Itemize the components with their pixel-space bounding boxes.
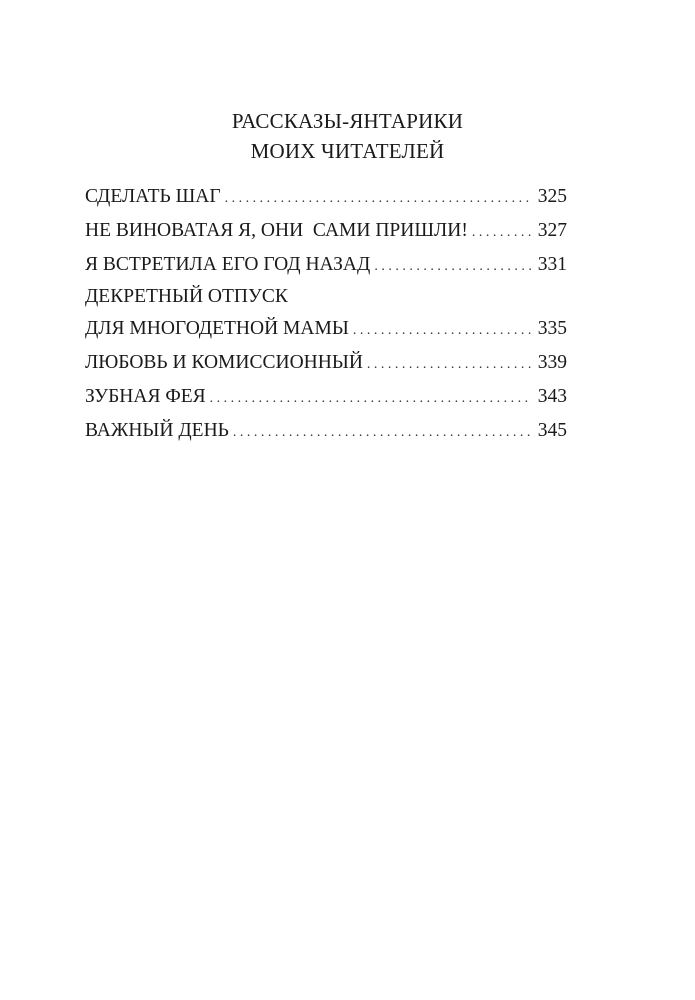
toc-entry-title: СДЕЛАТЬ ШАГ: [85, 186, 221, 207]
dot-leader: [374, 250, 531, 284]
toc-page-number: 343: [537, 386, 567, 407]
toc-page-number: 345: [537, 420, 567, 441]
toc-entry: [85, 248, 567, 282]
dot-leader: [210, 382, 532, 416]
section-title-line-2: МОИХ ЧИТАТЕЛЕЙ: [250, 139, 445, 163]
toc-entry-title-line-1: ДЕКРЕТНЫЙ ОТПУСК: [85, 286, 288, 307]
toc-entry-title: ЗУБНАЯ ФЕЯ: [85, 386, 206, 407]
toc-page-number: 331: [537, 254, 567, 275]
toc-entry: [85, 380, 567, 414]
toc-entry: [85, 214, 567, 248]
toc-page-number: 327: [537, 220, 567, 241]
toc-entry-title-line-2: ДЛЯ МНОГОДЕТНОЙ МАМЫ: [85, 318, 349, 339]
section-title: [0, 106, 695, 166]
toc-entry-title: НЕ ВИНОВАТАЯ Я, ОНИ САМИ ПРИШЛИ!: [85, 220, 468, 241]
toc-entry: [85, 180, 567, 214]
toc-entry-title: ВАЖНЫЙ ДЕНЬ: [85, 420, 229, 441]
toc-entry: [85, 282, 567, 346]
dot-leader: [472, 216, 532, 250]
dot-leader: [233, 416, 532, 450]
dot-leader: [353, 314, 532, 348]
toc-page-number: 339: [537, 352, 567, 373]
section-title-line-1: РАССКАЗЫ-ЯНТАРИКИ: [231, 109, 464, 133]
toc-page-number: 325: [537, 186, 567, 207]
toc-entry-title: ЛЮБОВЬ И КОМИССИОННЫЙ: [85, 352, 363, 373]
toc-page-number: 335: [537, 318, 567, 339]
toc-entry: [85, 346, 567, 380]
table-of-contents: [85, 180, 567, 448]
toc-entry-title: Я ВСТРЕТИЛА ЕГО ГОД НАЗАД: [85, 254, 371, 275]
dot-leader: [367, 348, 532, 382]
dot-leader: [225, 182, 532, 216]
toc-entry: [85, 414, 567, 448]
